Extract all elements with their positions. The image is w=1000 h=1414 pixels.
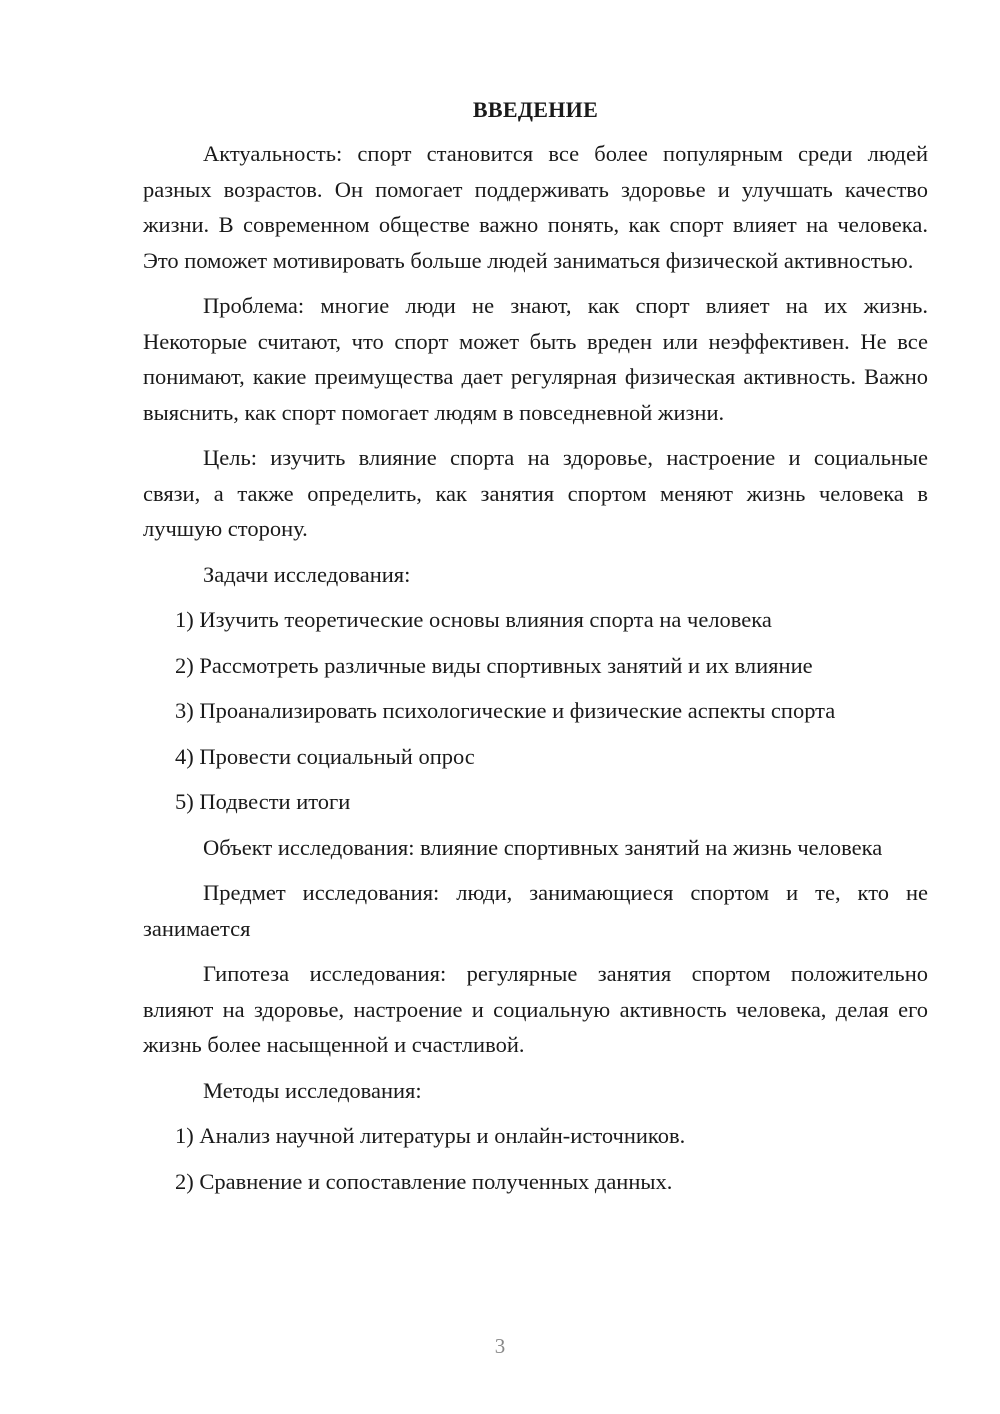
paragraph-goal: Цель: изучить влияние спорта на здоровье, настроение и социальные связи, а также определить, как занятия спортом меняют жизнь человека в лучшую сторону. [143, 445, 928, 541]
list-item: 4) Провести социальный опрос [175, 743, 475, 769]
methods-list [143, 1118, 928, 1199]
methods-heading: Методы исследования: [203, 1077, 422, 1103]
tasks-heading: Задачи исследования: [203, 561, 411, 587]
list-item: 3) Проанализировать психологические и физические аспекты спорта [175, 698, 836, 723]
page-number: 3 [494, 1334, 506, 1358]
list-item: 1) Анализ научной литературы и онлайн-источников. [175, 1123, 686, 1148]
list-item: 1) Изучить теоретические основы влияния спорта на человека [175, 607, 772, 632]
list-item: 2) Рассмотреть различные виды спортивных занятий и их влияние [175, 652, 813, 678]
paragraph-problem: Проблема: многие люди не знают, как спорт влияет на их жизнь. Некоторые считают, что спорт может быть вреден или неэффективен. Не все понимают, какие преимущества дает регулярная физическая активность. Важно выяснить, как спорт помогает людям в повседневной жизни. [143, 293, 928, 425]
list-item: 2) Сравнение и сопоставление полученных данных. [175, 1168, 673, 1194]
section-title: ВВЕДЕНИЕ [472, 97, 599, 122]
paragraph-subject: Предмет исследования: люди, занимающиеся спортом и те, кто не занимается [143, 880, 928, 941]
tasks-list [143, 602, 928, 820]
paragraph-object: Объект исследования: влияние спортивных занятий на жизнь человека [203, 834, 883, 860]
paragraph-relevance: Актуальность: спорт становится все более популярным среди людей разных возрастов. Он помогает поддерживать здоровье и улучшать качество жизни. В современном обществе важно понять, как спорт влияет на человека. Это поможет мотивировать больше людей заниматься физической активностью. [143, 141, 928, 273]
document-page [143, 94, 928, 1209]
paragraph-hypothesis: Гипотеза исследования: регулярные занятия спортом положительно влияют на здоровье, настроение и социальную активность человека, делая его жизнь более насыщенной и счастливой. [143, 961, 928, 1057]
list-item: 5) Подвести итоги [175, 789, 351, 814]
